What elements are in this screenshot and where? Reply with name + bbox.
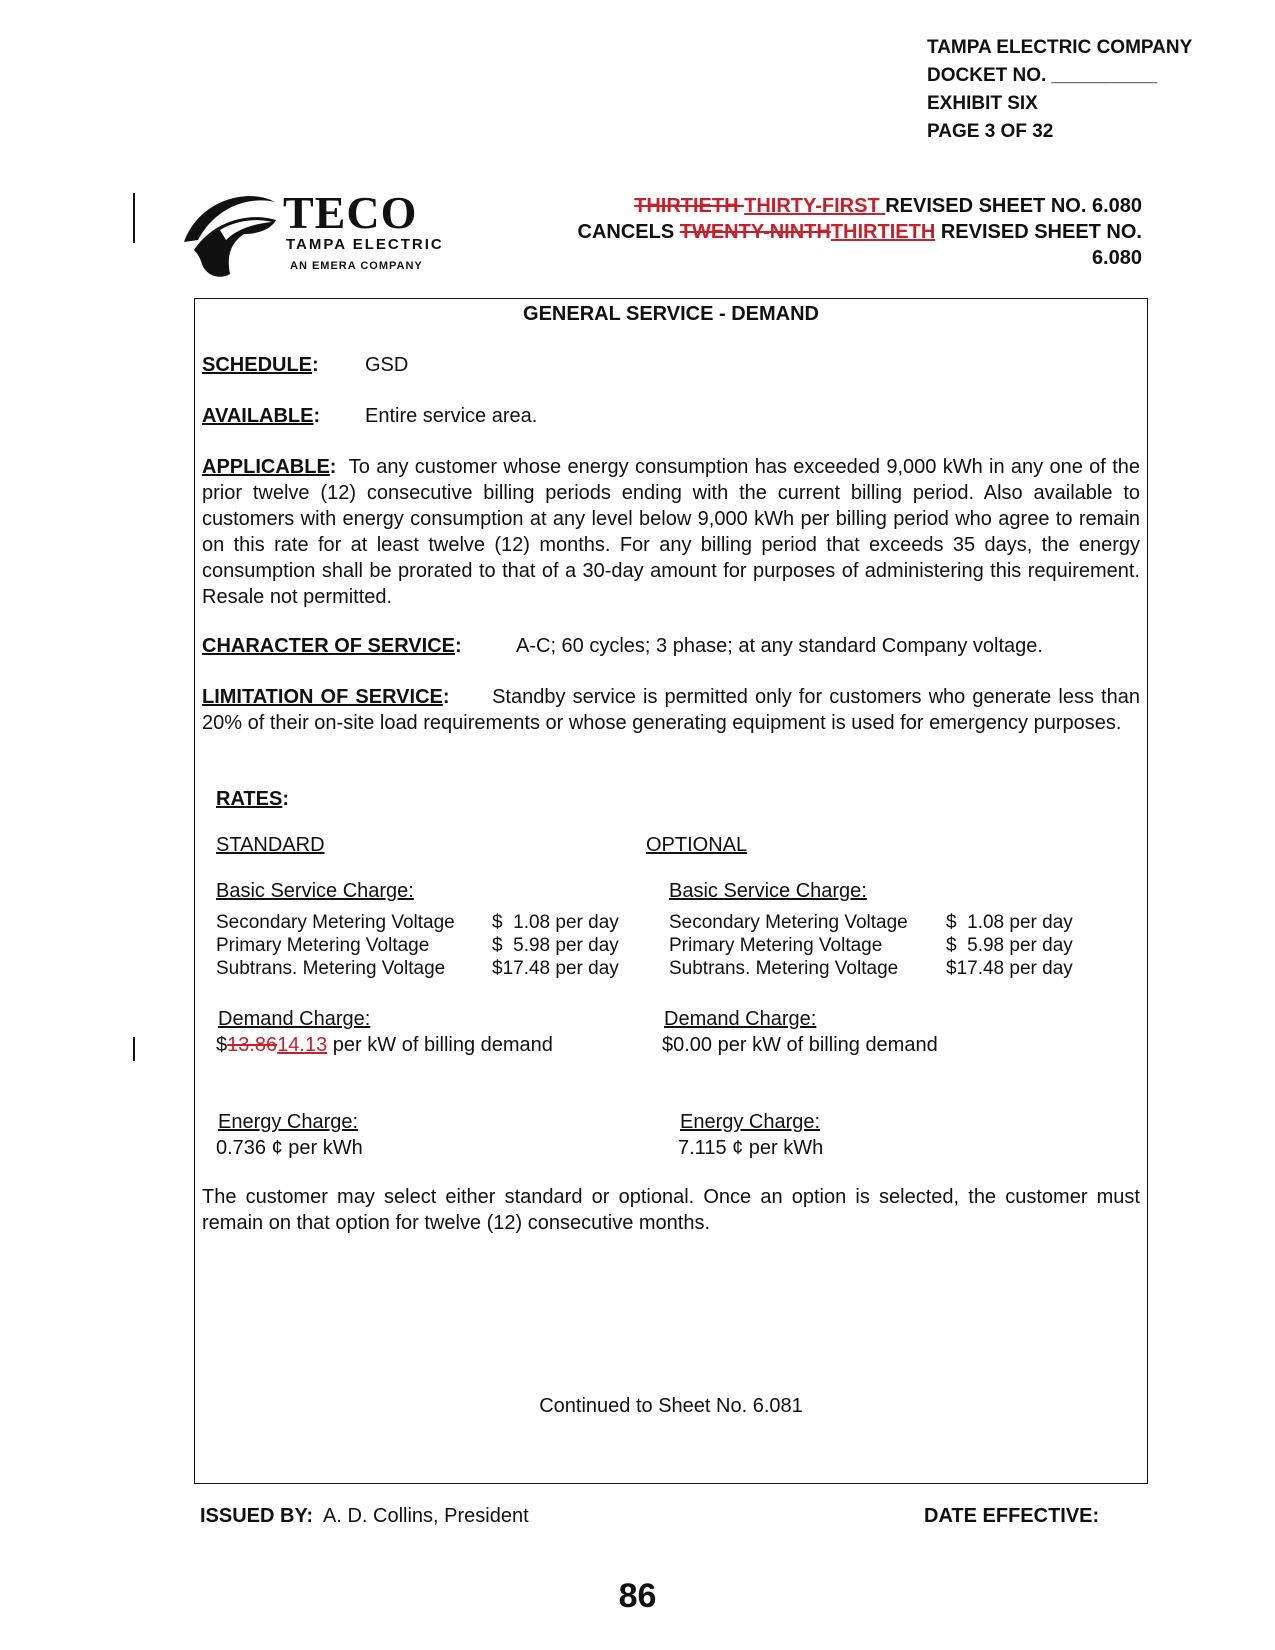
character-row: CHARACTER OF SERVICE: <box>202 635 462 657</box>
inserted-revision: THIRTY-FIRST <box>744 195 886 217</box>
page-number: 86 <box>618 1577 657 1615</box>
optional-demand-value: $0.00 per kW of billing demand <box>662 1034 938 1056</box>
revision-bar-top <box>133 193 135 243</box>
inserted-demand-rate: 14.13 <box>277 1034 328 1056</box>
character-label: CHARACTER OF SERVICE <box>202 635 455 657</box>
rates-heading: RATES: <box>216 788 289 810</box>
date-effective-label: DATE EFFECTIVE: <box>924 1505 1100 1527</box>
header-block <box>927 34 1192 146</box>
limitation-label: LIMITATION OF SERVICE <box>202 686 443 708</box>
available-row: AVAILABLE: <box>202 405 321 427</box>
standard-basic-price: $ 5.98 per day <box>492 935 619 956</box>
logo-wordmark: TECO <box>283 187 418 238</box>
standard-basic-name: Subtrans. Metering Voltage <box>216 958 446 979</box>
limitation-text: Standby service is permitted only for customers who generate less than 20% of their on-site load requirements or whose generating equipment is used for emergency purposes. <box>202 686 1140 734</box>
standard-demand-heading: Demand Charge: <box>218 1008 371 1030</box>
tariff-title: GENERAL SERVICE - DEMAND <box>523 303 819 325</box>
optional-basic-name: Primary Metering Voltage <box>669 935 883 956</box>
applicable-text: To any customer whose energy consumption has exceeded 9,000 kWh in any one of the prior twelve (12) consecutive billing periods ending with the current billing period. Also available to customers with energy consumption at any level below 9,000 kWh per billing period who agree to remain on this rate for at least twelve (12) months. For any billing period that exceeds 35 days, the energy consumption shall be prorated to that of a 30-day amount for purposes of administering this requirement. Resale not permitted. <box>202 456 1140 608</box>
teco-logo <box>180 187 500 280</box>
continued-note: Continued to Sheet No. 6.081 <box>539 1395 803 1417</box>
standard-energy-value: 0.736 ¢ per kWh <box>216 1137 363 1159</box>
optional-energy-value: 7.115 ¢ per kWh <box>678 1137 824 1159</box>
optional-basic-name: Secondary Metering Voltage <box>669 912 908 933</box>
schedule-row: SCHEDULE: <box>202 354 319 376</box>
deleted-cancels: TWENTY-NINTH <box>679 221 831 243</box>
optional-heading: OPTIONAL <box>646 834 748 856</box>
limitation-paragraph: LIMITATION OF SERVICE: Standby service is permitted only for customers who generate less than 20% of their on-site load requirements or whose generating equipment is used for emergency purposes. <box>202 686 1140 734</box>
standard-basic-price: $17.48 per day <box>492 958 619 979</box>
standard-heading: STANDARD <box>216 834 325 856</box>
logo-tagline: AN EMERA COMPANY <box>290 260 423 272</box>
standard-basic-name: Secondary Metering Voltage <box>216 912 455 933</box>
optional-basic-price: $ 5.98 per day <box>946 935 1073 956</box>
issued-by <box>200 1505 529 1528</box>
character-value: A-C; 60 cycles; 3 phase; at any standard Company voltage. <box>516 635 1043 657</box>
available-value: Entire service area. <box>365 405 538 427</box>
optional-basic-price: $17.48 per day <box>946 958 1073 979</box>
schedule-label: SCHEDULE <box>202 354 313 376</box>
exhibit-label: EXHIBIT SIX <box>927 93 1038 114</box>
applicable-label: APPLICABLE <box>202 456 330 478</box>
company-name: TAMPA ELECTRIC COMPANY <box>927 37 1193 58</box>
issued-label: ISSUED BY: <box>200 1505 313 1527</box>
standard-basic-heading: Basic Service Charge: <box>216 880 414 902</box>
revision-bar-demand <box>133 1037 135 1061</box>
page-indicator: PAGE 3 OF 32 <box>927 121 1054 142</box>
selection-note: The customer may select either standard or optional. Once an option is selected, the customer must remain on that option for twelve (12) consecutive months. <box>202 1186 1140 1234</box>
deleted-revision: THIRTIETH <box>634 195 745 217</box>
optional-basic-heading: Basic Service Charge: <box>669 880 867 902</box>
standard-basic-name: Primary Metering Voltage <box>216 935 430 956</box>
inserted-cancels: THIRTIETH <box>830 221 936 243</box>
optional-energy-heading: Energy Charge: <box>680 1111 821 1133</box>
teco-swoosh-icon <box>180 190 280 280</box>
logo-subtitle: TAMPA ELECTRIC <box>286 236 444 253</box>
available-label: AVAILABLE <box>202 405 314 427</box>
sheet-revision-line3: 6.080 <box>1091 247 1142 269</box>
issued-value: A. D. Collins, President <box>323 1505 529 1527</box>
standard-energy-heading: Energy Charge: <box>218 1111 359 1133</box>
optional-demand-heading: Demand Charge: <box>664 1008 817 1030</box>
docket-number: DOCKET NO. __________ <box>927 65 1158 86</box>
schedule-value: GSD <box>365 354 409 376</box>
deleted-demand-rate: 13.86 <box>227 1034 278 1056</box>
optional-basic-name: Subtrans. Metering Voltage <box>669 958 899 979</box>
applicable-paragraph: APPLICABLE: To any customer whose energy consumption has exceeded 9,000 kWh in any one of the prior twelve (12) consecutive billing periods ending with the current billing period. Also available to customers with energy consumption at any level below 9,000 kWh per billing period who agree to remain on this rate for at least twelve (12) months. For any billing period that exceeds 35 days, the energy consumption shall be prorated to that of a 30-day amount for purposes of administering this requirement. Resale not permitted. <box>202 456 1140 608</box>
standard-basic-price: $ 1.08 per day <box>492 912 619 933</box>
sheet-revision-line1: THIRTIETH THIRTY-FIRST REVISED SHEET NO. 6.080 <box>634 195 1142 217</box>
standard-demand-value: $13.8614.13 per kW of billing demand <box>216 1034 553 1056</box>
optional-basic-price: $ 1.08 per day <box>946 912 1073 933</box>
sheet-revision-line2: CANCELS TWENTY-NINTHTHIRTIETH REVISED SHEET NO. <box>577 221 1142 243</box>
